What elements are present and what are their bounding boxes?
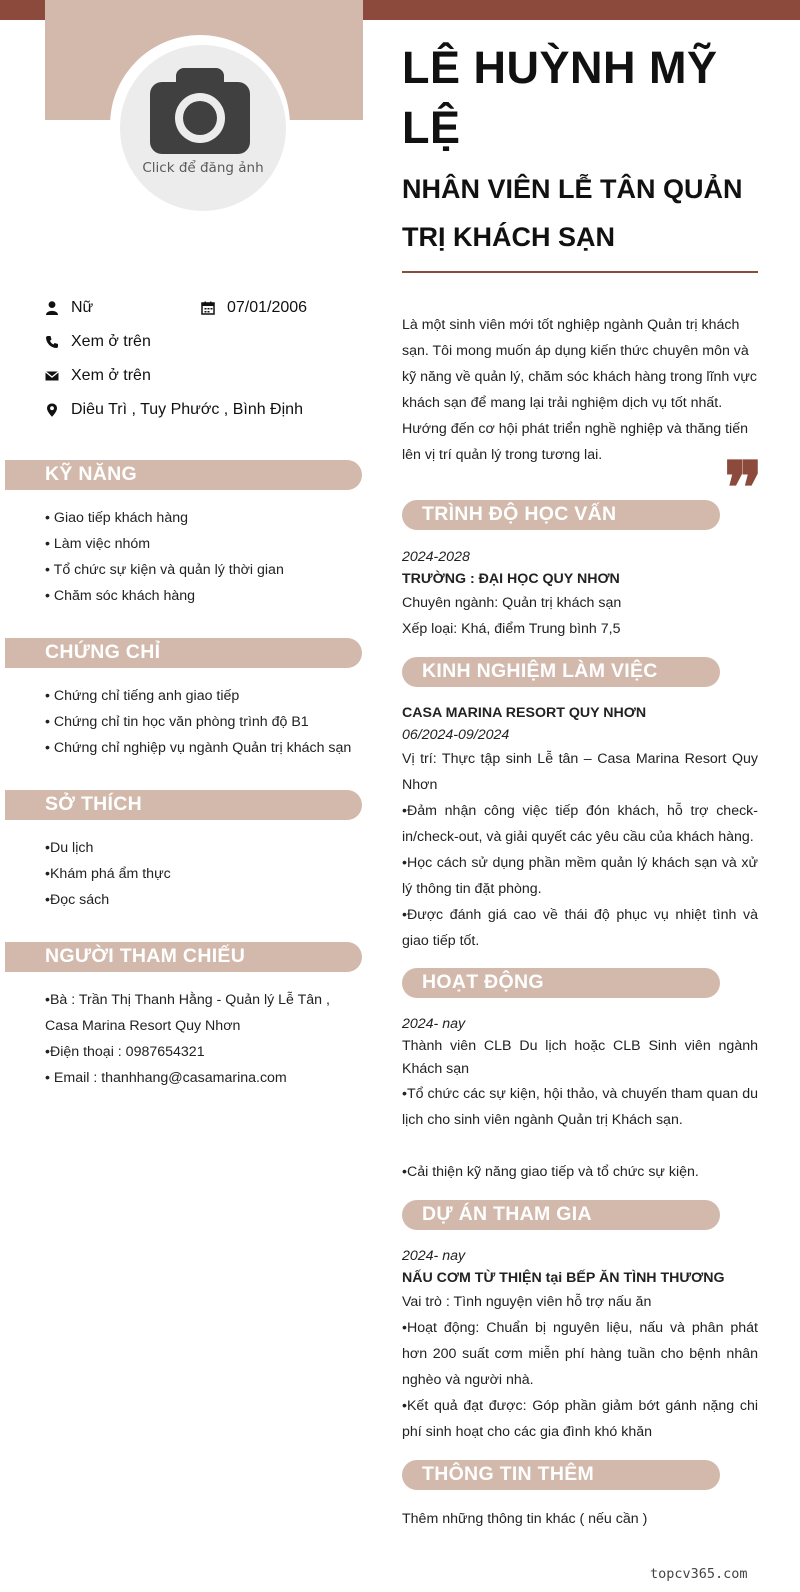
- experience-block: [402, 702, 758, 954]
- camera-icon[interactable]: [150, 68, 254, 160]
- address-value: Diêu Trì , Tuy Phước , Bình Định: [71, 401, 303, 418]
- experience-line: •Được đánh giá cao về thái độ phục vụ nhiệt tình và giao tiếp tốt.: [402, 907, 758, 949]
- gender-row: [45, 296, 93, 320]
- list-item: • Chứng chỉ nghiệp vụ ngành Quản trị khách sạn: [45, 740, 352, 756]
- list-item: •Khám phá ẩm thực: [45, 866, 171, 882]
- list-item: •Đọc sách: [45, 892, 110, 908]
- experience-line: •Đảm nhận công việc tiếp đón khách, hỗ trợ check-in/check-out, và giải quyết các yêu cầu của khách hàng.: [402, 803, 758, 845]
- experience-period: 06/2024-09/2024: [402, 727, 510, 743]
- project-period: 2024- nay: [402, 1248, 466, 1264]
- certificates-list: [45, 683, 363, 761]
- project-line: •Kết quả đạt được: Góp phần giảm bớt gánh nặng chi phí sinh hoạt cho các gia đình khó khăn: [402, 1398, 758, 1440]
- job-title: NHÂN VIÊN LỄ TÂN QUẢN TRỊ KHÁCH SẠN: [402, 174, 743, 252]
- extra-title: THÔNG TIN THÊM: [422, 1463, 595, 1485]
- extra-block: [402, 1506, 758, 1532]
- list-item: • Giao tiếp khách hàng: [45, 510, 188, 526]
- activities-bullet: •Tổ chức các sự kiện, hội thảo, và chuyến tham quan du lịch cho sinh viên ngành Quản trị Khách sạn.: [402, 1086, 758, 1128]
- education-title: TRÌNH ĐỘ HỌC VẤN: [422, 503, 617, 525]
- email-value: Xem ở trên: [71, 367, 151, 384]
- watermark: topcv365.com: [650, 1566, 748, 1582]
- education-period: 2024-2028: [402, 549, 470, 565]
- skills-title: KỸ NĂNG: [45, 463, 138, 485]
- career-objective: Là một sinh viên mới tốt nghiệp ngành Quản trị khách sạn. Tôi mong muốn áp dụng kiến thức chuyên môn và kỹ năng về quản lý, chăm sóc khách hàng trong lĩnh vực khách sạn để mang lại trải nghiệm dịch vụ tốt nhất. Hướng đến cơ hội phát triển nghề nghiệp và thăng tiến lên vị trí quản lý trong tương lai.: [402, 317, 757, 463]
- list-item: • Chứng chỉ tiếng anh giao tiếp: [45, 688, 240, 704]
- gender-value: Nữ: [71, 299, 94, 316]
- address-row: [45, 398, 303, 422]
- envelope-icon: [45, 369, 59, 383]
- activities-block: [402, 1013, 758, 1185]
- phone-value: Xem ở trên: [71, 333, 151, 350]
- company-name: CASA MARINA RESORT QUY NHƠN: [402, 705, 647, 721]
- calendar-icon: [201, 301, 215, 315]
- photo-caption[interactable]: Click để đăng ảnh: [142, 160, 264, 176]
- hobbies-heading: [5, 790, 362, 820]
- list-item: • Chăm sóc khách hàng: [45, 588, 196, 604]
- activities-role: Thành viên CLB Du lịch hoặc CLB Sinh viên ngành Khách sạn: [402, 1038, 758, 1077]
- projects-heading: [402, 1200, 720, 1230]
- list-item: •Du lịch: [45, 840, 94, 856]
- blank-line: [402, 1133, 758, 1159]
- candidate-name: LÊ HUỲNH MỸ LỆ: [402, 42, 718, 153]
- project-line: •Hoạt động: Chuẩn bị nguyên liệu, nấu và phân phát hơn 200 suất cơm miễn phí hàng tuần cho bệnh nhân nghèo và người nhà.: [402, 1320, 758, 1388]
- activities-bullet: •Cải thiện kỹ năng giao tiếp và tổ chức sự kiện.: [402, 1164, 699, 1180]
- certificates-heading: [5, 638, 362, 668]
- list-item: • Email : thanhhang@casamarina.com: [45, 1070, 287, 1086]
- list-item: •Bà : Trần Thị Thanh Hằng - Quản lý Lễ Tân , Casa Marina Resort Quy Nhơn: [45, 992, 330, 1034]
- education-major: Chuyên ngành: Quản trị khách sạn: [402, 595, 622, 611]
- title-divider: [402, 271, 758, 273]
- skills-list: [45, 505, 363, 609]
- experience-line: •Học cách sử dụng phần mềm quản lý khách sạn và xử lý thông tin đặt phòng.: [402, 855, 758, 897]
- projects-block: [402, 1245, 758, 1445]
- list-item: •Điện thoại : 0987654321: [45, 1044, 205, 1060]
- school-name: TRƯỜNG : ĐẠI HỌC QUY NHƠN: [402, 571, 620, 587]
- activities-period: 2024- nay: [402, 1016, 466, 1032]
- birthday-value: 07/01/2006: [227, 299, 308, 316]
- phone-icon: [45, 335, 59, 349]
- list-item: • Làm việc nhóm: [45, 536, 151, 552]
- project-name: NẤU CƠM TỪ THIỆN tại BẾP ĂN TÌNH THƯƠNG: [402, 1270, 725, 1286]
- activities-heading: [402, 968, 720, 998]
- education-heading: [402, 500, 720, 530]
- hobbies-list: [45, 835, 363, 913]
- quote-icon: ❞: [724, 445, 763, 530]
- experience-title: KINH NGHIỆM LÀM VIỆC: [422, 660, 658, 682]
- location-pin-icon: [45, 403, 59, 417]
- projects-title: DỰ ÁN THAM GIA: [422, 1203, 592, 1225]
- experience-line: Vị trí: Thực tập sinh Lễ tân – Casa Marina Resort Quy Nhơn: [402, 751, 758, 793]
- certificates-title: CHỨNG CHỈ: [45, 641, 161, 663]
- references-heading: [5, 942, 362, 972]
- references-title: NGƯỜI THAM CHIẾU: [45, 945, 246, 967]
- list-item: • Chứng chỉ tin học văn phòng trình độ B1: [45, 714, 309, 730]
- email-row: [45, 364, 151, 388]
- extra-heading: [402, 1460, 720, 1490]
- hobbies-title: SỞ THÍCH: [45, 793, 143, 815]
- extra-text: Thêm những thông tin khác ( nếu cần ): [402, 1511, 648, 1527]
- birthday-row: [201, 296, 307, 320]
- user-icon: [45, 301, 59, 315]
- references-list: [45, 987, 363, 1091]
- list-item: • Tổ chức sự kiện và quản lý thời gian: [45, 562, 284, 578]
- activities-title: HOẠT ĐỘNG: [422, 971, 544, 993]
- phone-row: [45, 330, 151, 354]
- skills-heading: [5, 460, 362, 490]
- experience-heading: [402, 657, 720, 687]
- education-block: [402, 546, 758, 642]
- education-grade: Xếp loại: Khá, điểm Trung bình 7,5: [402, 621, 621, 637]
- project-line: Vai trò : Tình nguyện viên hỗ trợ nấu ăn: [402, 1294, 652, 1310]
